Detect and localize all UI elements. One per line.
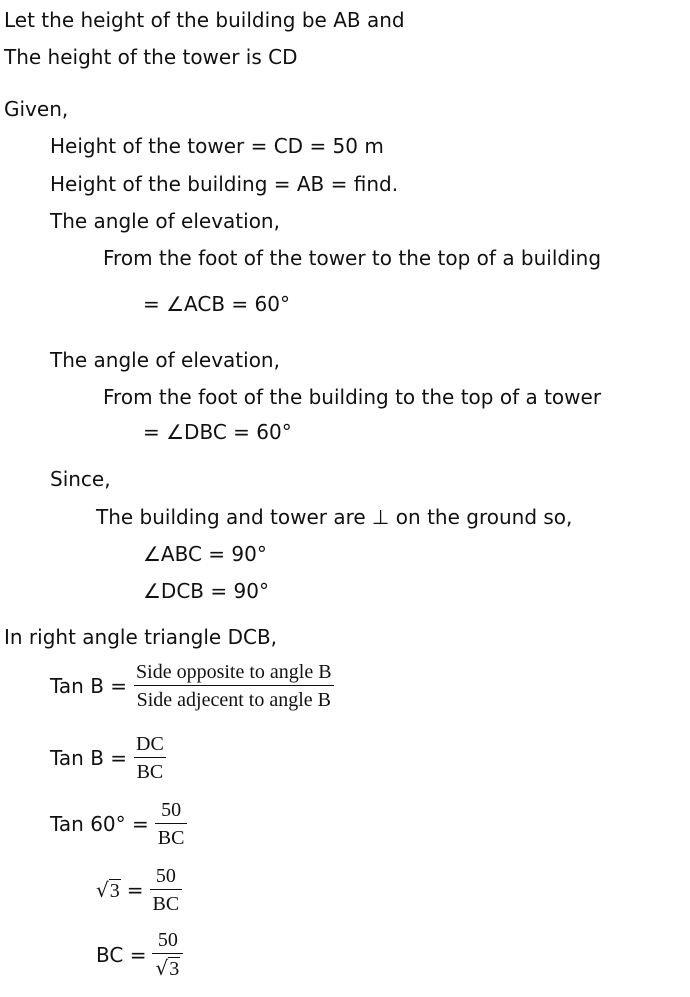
fraction-numerator: 50 [157, 929, 178, 951]
square-root [155, 956, 180, 980]
equation-tan-b-definition [50, 660, 335, 712]
radical-sign: √ [96, 878, 109, 902]
angle2-value: = ∠DBC = 60° [143, 420, 292, 444]
angle1-heading: The angle of elevation, [50, 209, 280, 233]
equation-tan-60 [50, 798, 187, 850]
since-heading: Since, [50, 467, 111, 491]
equation-lhs: Tan B = [50, 746, 128, 770]
square-root [96, 878, 121, 902]
fraction-numerator: 50 [155, 865, 176, 887]
fraction [133, 732, 167, 784]
fraction-denominator [152, 953, 183, 981]
given-building-height: Height of the building = AB = find. [50, 172, 399, 196]
fraction-denominator: BC [155, 823, 188, 850]
angle2-description: From the foot of the building to the top of a tower [103, 385, 602, 409]
equation-lhs: BC = [96, 942, 147, 967]
fraction [133, 660, 335, 712]
fraction-numerator: DC [136, 733, 164, 755]
given-tower-height: Height of the tower = CD = 50 m [50, 134, 384, 158]
intro-line-1: Let the height of the building be AB and [4, 8, 405, 32]
triangle-heading: In right angle triangle DCB, [4, 625, 278, 649]
radicand: 3 [169, 958, 180, 980]
given-heading: Given, [4, 97, 69, 121]
fraction-denominator: BC [150, 889, 183, 916]
intro-line-2: The height of the tower is CD [4, 45, 298, 69]
fraction-numerator: Side opposite to angle B [136, 661, 332, 683]
equation-lhs: Tan B = [50, 674, 128, 698]
equation-lhs: Tan 60° = [50, 812, 149, 836]
radicand: 3 [109, 880, 120, 902]
angle-abc: ∠ABC = 90° [143, 542, 267, 566]
equals-sign: = [126, 878, 144, 902]
radical-sign: √ [155, 956, 169, 980]
angle2-heading: The angle of elevation, [50, 348, 280, 372]
angle1-value: = ∠ACB = 60° [143, 292, 290, 316]
angle-dcb: ∠DCB = 90° [143, 579, 269, 603]
equation-tan-b-ratio [50, 732, 167, 784]
angle1-description: From the foot of the tower to the top of a building [103, 246, 602, 270]
fraction-denominator: Side adjecent to angle B [134, 685, 334, 712]
since-statement: The building and tower are ⊥ on the ground so, [96, 505, 573, 529]
fraction [155, 798, 188, 850]
fraction-denominator: BC [134, 757, 167, 784]
fraction [152, 928, 183, 981]
fraction [150, 864, 183, 916]
fraction-numerator: 50 [161, 799, 182, 821]
equation-bc [96, 928, 183, 981]
equation-root3 [96, 864, 182, 916]
